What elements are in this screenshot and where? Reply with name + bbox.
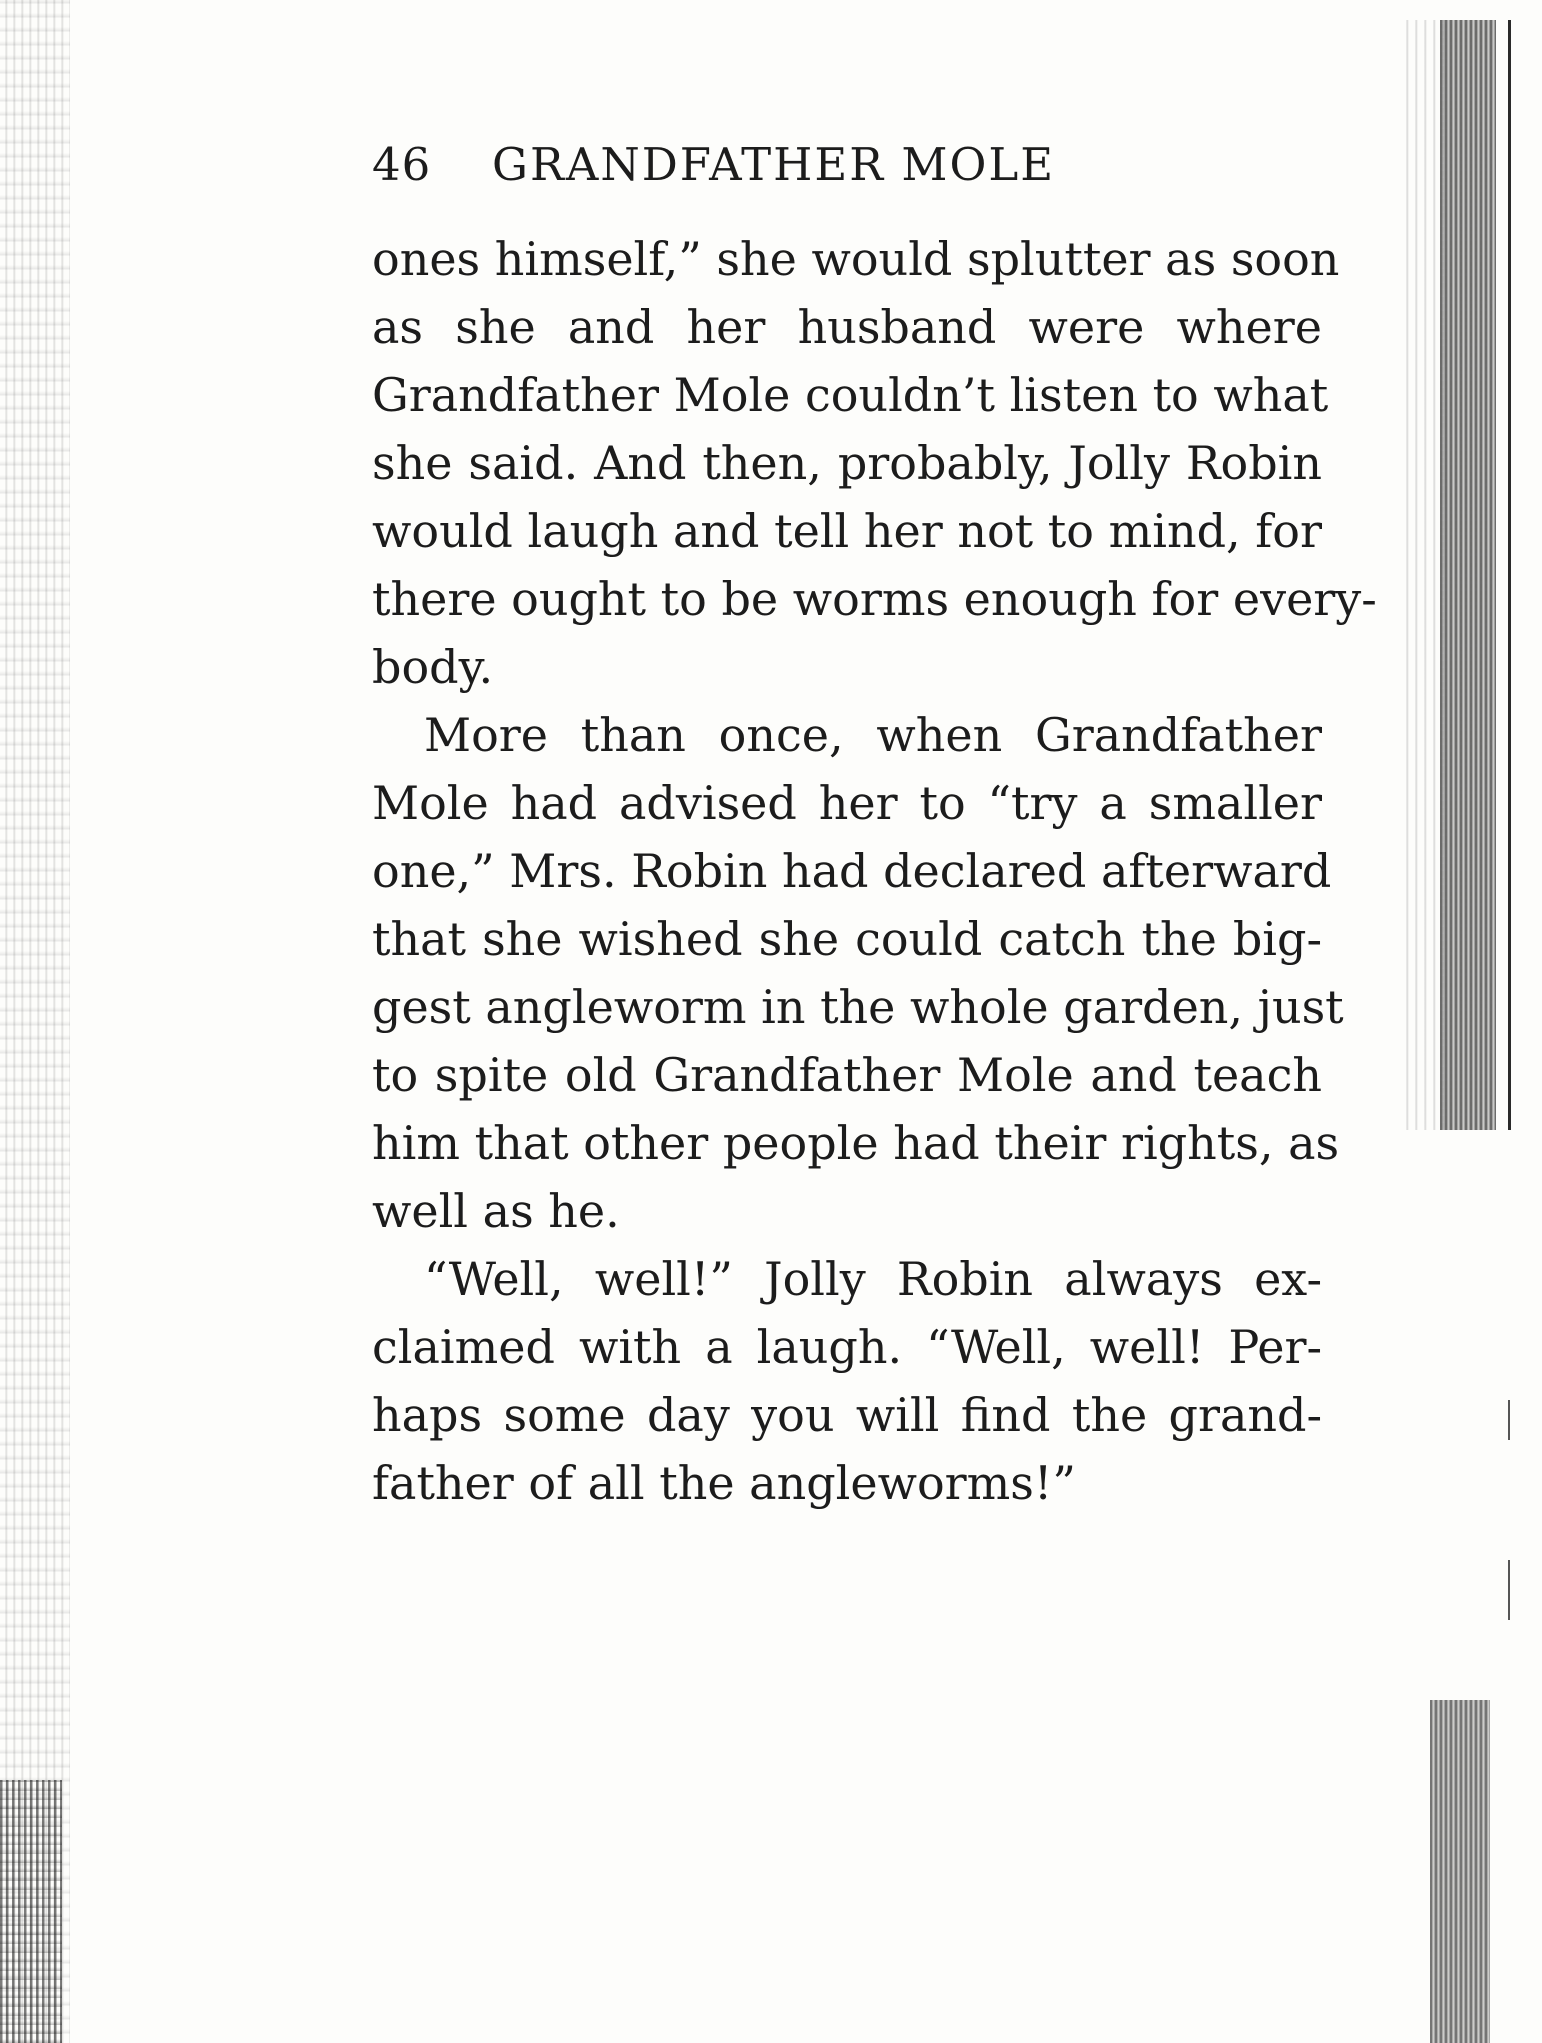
- paragraph: [372, 225, 1377, 701]
- text-line: to spite old Grandfather Mole and teach: [372, 1048, 1322, 1102]
- text-line: father of all the angleworms!”: [372, 1456, 1076, 1510]
- text-line: gest angleworm in the whole garden, just: [372, 980, 1344, 1034]
- text-line: haps some day you will find the grand-: [372, 1388, 1322, 1442]
- page-edge-mark: [1508, 1400, 1510, 1440]
- text-line: as she and her husband were where: [372, 300, 1322, 354]
- text-line: body.: [372, 640, 494, 694]
- text-line: claimed with a laugh. “Well, well! Per-: [372, 1320, 1322, 1374]
- text-line: one,” Mrs. Robin had declared afterward: [372, 844, 1332, 898]
- paragraph: [372, 701, 1344, 1245]
- paragraph: [372, 1245, 1322, 1517]
- text-line: Grandfather Mole couldn’t listen to what: [372, 368, 1329, 422]
- text-line: that she wished she could catch the big-: [372, 912, 1322, 966]
- running-title: GRANDFATHER MOLE: [492, 138, 1056, 191]
- text-line: More than once, when Grandfather: [424, 708, 1322, 762]
- scan-edge-left: [0, 0, 70, 2043]
- text-line: well as he.: [372, 1184, 620, 1238]
- text-line: him that other people had their rights, as: [372, 1116, 1340, 1170]
- body-text: [372, 225, 1377, 1517]
- page-edge-mark: [1508, 1560, 1510, 1620]
- text-line: “Well, well!” Jolly Robin always ex-: [424, 1252, 1322, 1306]
- text-line: would laugh and tell her not to mind, for: [372, 504, 1322, 558]
- text-line: ones himself,” she would splutter as soon: [372, 232, 1340, 286]
- binding-shadow-top: [1440, 20, 1496, 1130]
- text-line: she said. And then, probably, Jolly Robin: [372, 436, 1322, 490]
- page-edge-rule: [1508, 20, 1511, 1130]
- binding-shadow-bottom: [1430, 1700, 1490, 2043]
- text-line: Mole had advised her to “try a smaller: [372, 776, 1322, 830]
- running-head: [372, 138, 1322, 198]
- binding-shadow-fade: [1400, 20, 1444, 1130]
- page-number: 46: [372, 138, 432, 191]
- text-line: there ought to be worms enough for every-: [372, 572, 1377, 626]
- scan-edge-left-dark: [0, 1780, 62, 2043]
